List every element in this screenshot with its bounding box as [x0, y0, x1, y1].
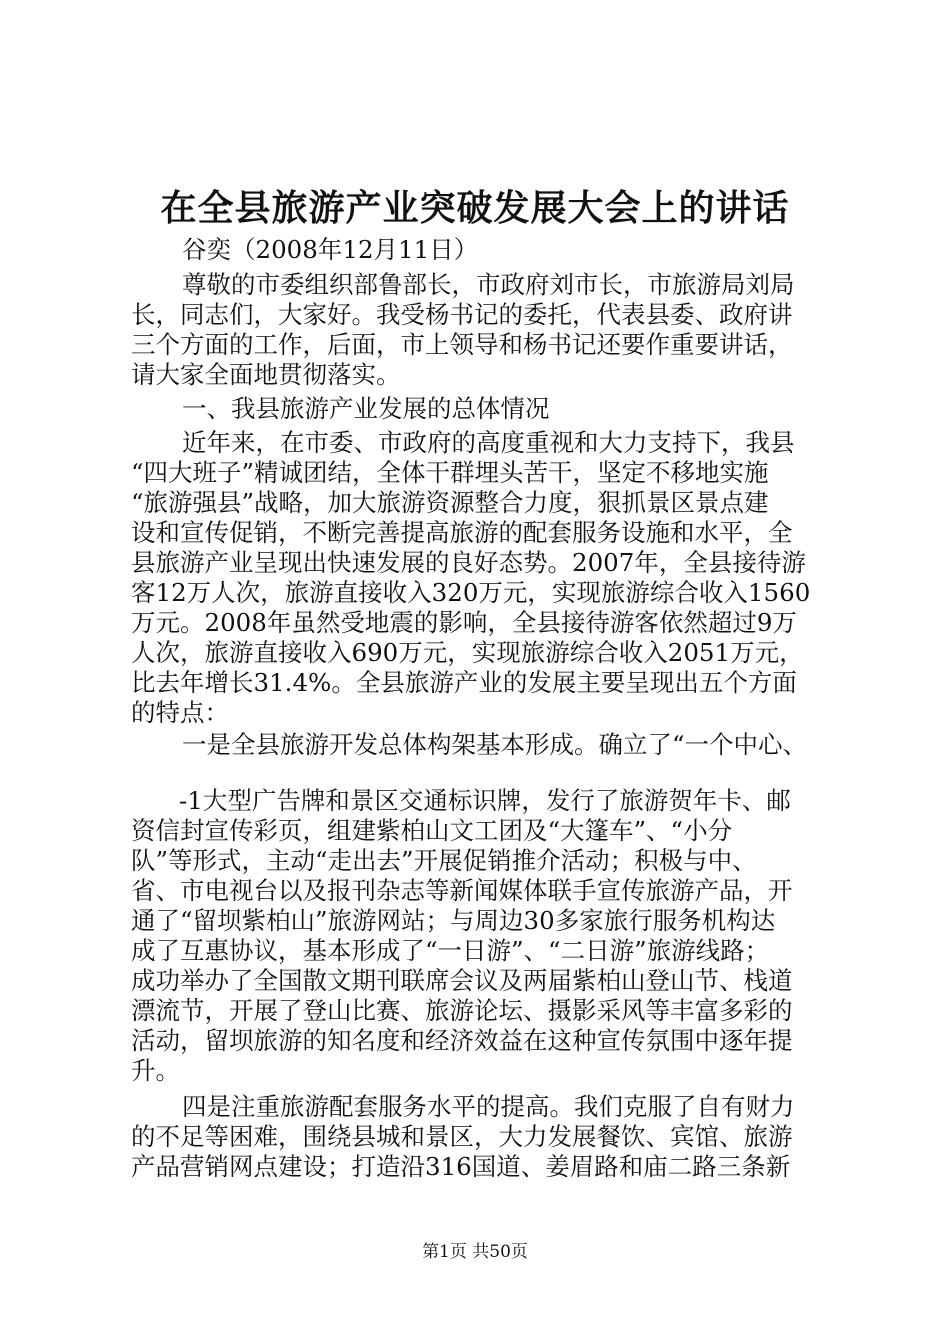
text-line: 一是全县旅游开发总体构架基本形成。确立了“一个中心、: [182, 730, 808, 759]
text-line: 队”等形式，主动“走出去”开展促销推介活动；积极与中、: [131, 846, 757, 875]
text-line: 县旅游产业呈现出快速发展的良好态势。2007年，全县接待游: [131, 548, 806, 577]
page-title: 在全县旅游产业突破发展大会上的讲话: [160, 187, 790, 229]
text-line: 长，同志们，大家好。我受杨书记的委托，代表县委、政府讲: [131, 300, 793, 329]
text-line: 万元。2008年虽然受地震的影响，全县接待游客依然超过9万: [131, 608, 797, 637]
author-date-line: 谷奕（2008年12月11日）: [182, 235, 479, 264]
text-line: 请大家全面地贯彻落实。: [131, 360, 401, 389]
text-line: “四大班子”精诚团结，全体干群埋头苦干，坚定不移地实施: [131, 458, 769, 487]
text-line: 通了“留坝紫柏山”旅游网站；与周边30多家旅行服务机构达: [131, 906, 776, 935]
text-line: 设和宣传促销，不断完善提高旅游的配套服务设施和水平，全: [131, 518, 793, 547]
text-line: 升。: [131, 1056, 180, 1085]
text-line: 近年来，在市委、市政府的高度重视和大力支持下，我县: [182, 428, 795, 457]
text-line: 活动，留坝旅游的知名度和经济效益在这种宣传氛围中逐年提: [131, 1026, 793, 1055]
text-line: 的不足等困难，围绕县城和景区，大力发展餐饮、宾馆、旅游: [131, 1122, 793, 1151]
text-line: 人次，旅游直接收入690万元，实现旅游综合收入2051万元，: [131, 638, 804, 667]
text-line: 成功举办了全国散文期刊联席会议及两届紫柏山登山节、栈道: [131, 966, 793, 995]
text-line: 尊敬的市委组织部鲁部长，市政府刘市长，市旅游局刘局: [182, 270, 795, 299]
text-line: 的特点：: [131, 698, 229, 727]
text-line: 产品营销网点建设；打造沿316国道、姜眉路和庙二路三条新: [131, 1152, 791, 1181]
text-line: 成了互惠协议，基本形成了“一日游”、“二日游”旅游线路；: [131, 936, 770, 965]
text-line: 漂流节，开展了登山比赛、旅游论坛、摄影采风等丰富多彩的: [131, 996, 793, 1025]
text-line: 三个方面的工作，后面，市上领导和杨书记还要作重要讲话，: [131, 330, 793, 359]
section-heading: 一、我县旅游产业发展的总体情况: [182, 394, 550, 423]
text-line: 资信封宣传彩页，组建紫柏山文工团及“大篷车”、“小分: [131, 816, 733, 845]
text-line: 客12万人次，旅游直接收入320万元，实现旅游综合收入1560: [131, 578, 811, 607]
text-line: “旅游强县”战略，加大旅游资源整合力度，狠抓景区景点建: [131, 488, 769, 517]
page-footer: 第1页 共50页: [422, 1242, 528, 1262]
text-line: -1大型广告牌和景区交通标识牌，发行了旅游贺年卡、邮: [179, 786, 791, 815]
text-line: 省、市电视台以及报刊杂志等新闻媒体联手宣传旅游产品，开: [131, 876, 793, 905]
text-line: 四是注重旅游配套服务水平的提高。我们克服了自有财力: [182, 1092, 795, 1121]
text-line: 比去年增长31.4%。全县旅游产业的发展主要呈现出五个方面: [131, 668, 797, 697]
